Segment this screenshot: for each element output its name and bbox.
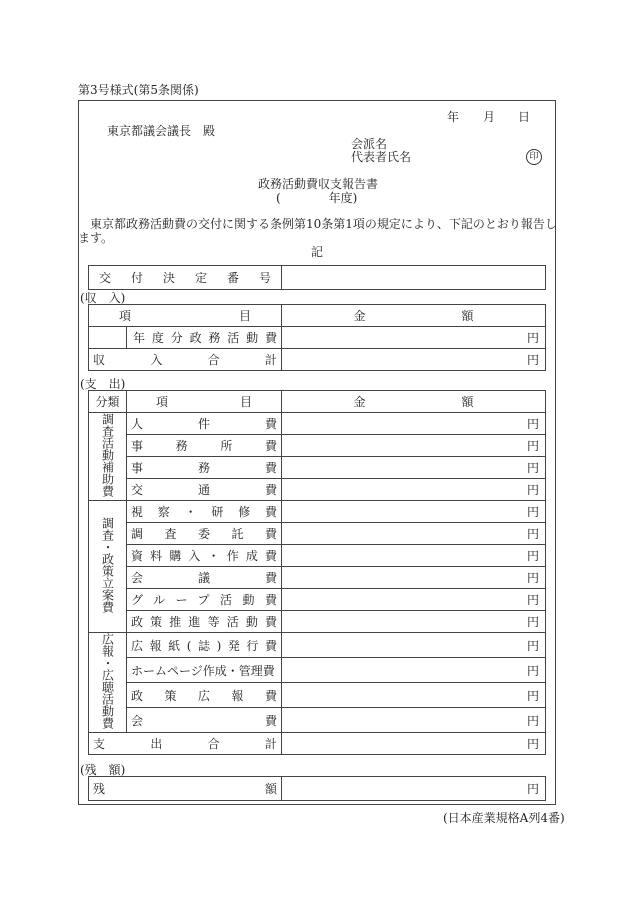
expense-item: 資料購入・作成費 [127, 545, 282, 567]
expense-table [88, 390, 546, 755]
expense-item: 交通費 [127, 479, 282, 501]
expense-amount[interactable]: 円 [282, 658, 546, 683]
expense-total-amount[interactable]: 円 [282, 733, 546, 755]
expense-amount[interactable]: 円 [282, 611, 546, 633]
date-day: 日 [518, 110, 531, 124]
expense-amount[interactable]: 円 [282, 435, 546, 457]
body-text-2: ます。 [78, 231, 114, 245]
page-title: 政務活動費収支報告書 [258, 177, 379, 191]
income-item-label: 年度分政務活動費 [127, 327, 282, 349]
income-col-amount: 金 額 [282, 305, 546, 327]
income-section-label: (収 入) [80, 291, 126, 305]
expense-amount[interactable]: 円 [282, 683, 546, 708]
income-amount[interactable]: 円 [282, 327, 546, 349]
expense-amount[interactable]: 円 [282, 567, 546, 589]
expense-category-3: 広報・広聴活動費 [89, 633, 127, 733]
expense-category-1: 調査活動補助費 [89, 413, 127, 501]
expense-item: 政策広報費 [127, 683, 282, 708]
grant-table [88, 265, 546, 290]
balance-section-label: (残 額) [80, 763, 126, 777]
expense-col-class: 分類 [89, 391, 127, 413]
footer-note: (日本産業規格A列4番) [443, 811, 565, 825]
expense-amount[interactable]: 円 [282, 545, 546, 567]
expense-col-item: 項 目 [127, 391, 282, 413]
expense-item: 政策推進等活動費 [127, 611, 282, 633]
expense-item: 事務所費 [127, 435, 282, 457]
expense-item: 会費 [127, 708, 282, 733]
representative-label: 代表者氏名 [351, 150, 412, 164]
income-total-amount[interactable]: 円 [282, 349, 546, 371]
addressee: 東京都議会議長 殿 [107, 124, 216, 138]
expense-total-label: 支出合計 [89, 733, 282, 755]
expense-item: ホームページ作成・管理費 [127, 658, 282, 683]
expense-amount[interactable]: 円 [282, 501, 546, 523]
income-table [88, 304, 546, 371]
expense-item: グループ活動費 [127, 589, 282, 611]
balance-table [88, 776, 546, 801]
expense-amount[interactable]: 円 [282, 633, 546, 658]
grant-decision-input[interactable] [282, 266, 546, 290]
income-col-item: 項 目 [89, 305, 282, 327]
expense-category-2: 調査・政策立案費 [89, 501, 127, 633]
faction-label: 会派名 [351, 137, 388, 151]
expense-item: 人件費 [127, 413, 282, 435]
expense-item: 会議費 [127, 567, 282, 589]
ki-label: 記 [311, 245, 324, 259]
date-year: 年 [447, 110, 460, 124]
expense-item: 調査委託費 [127, 523, 282, 545]
expense-amount[interactable]: 円 [282, 708, 546, 733]
expense-amount[interactable]: 円 [282, 457, 546, 479]
income-total-label: 収入合計 [89, 349, 282, 371]
expense-amount[interactable]: 円 [282, 413, 546, 435]
expense-amount[interactable]: 円 [282, 589, 546, 611]
form-number: 第3号様式(第5条関係) [78, 83, 199, 97]
date-month: 月 [483, 110, 496, 124]
expense-amount[interactable]: 円 [282, 523, 546, 545]
expense-item: 事務費 [127, 457, 282, 479]
income-blank-cell [89, 327, 127, 349]
expense-col-amount: 金 額 [282, 391, 546, 413]
fiscal-year: ( 年度) [276, 191, 358, 205]
expense-item: 広報紙(誌)発行費 [127, 633, 282, 658]
expense-item: 視察・研修費 [127, 501, 282, 523]
expense-amount[interactable]: 円 [282, 479, 546, 501]
body-text-1: 東京都政務活動費の交付に関する条例第10条第1項の規定により、下記のとおり報告し [90, 217, 557, 231]
expense-section-label: (支 出) [80, 377, 126, 391]
balance-label: 残額 [89, 777, 282, 801]
balance-amount[interactable]: 円 [282, 777, 546, 801]
grant-decision-label: 交付決定番号 [89, 266, 282, 290]
seal-icon: 印 [526, 149, 542, 165]
